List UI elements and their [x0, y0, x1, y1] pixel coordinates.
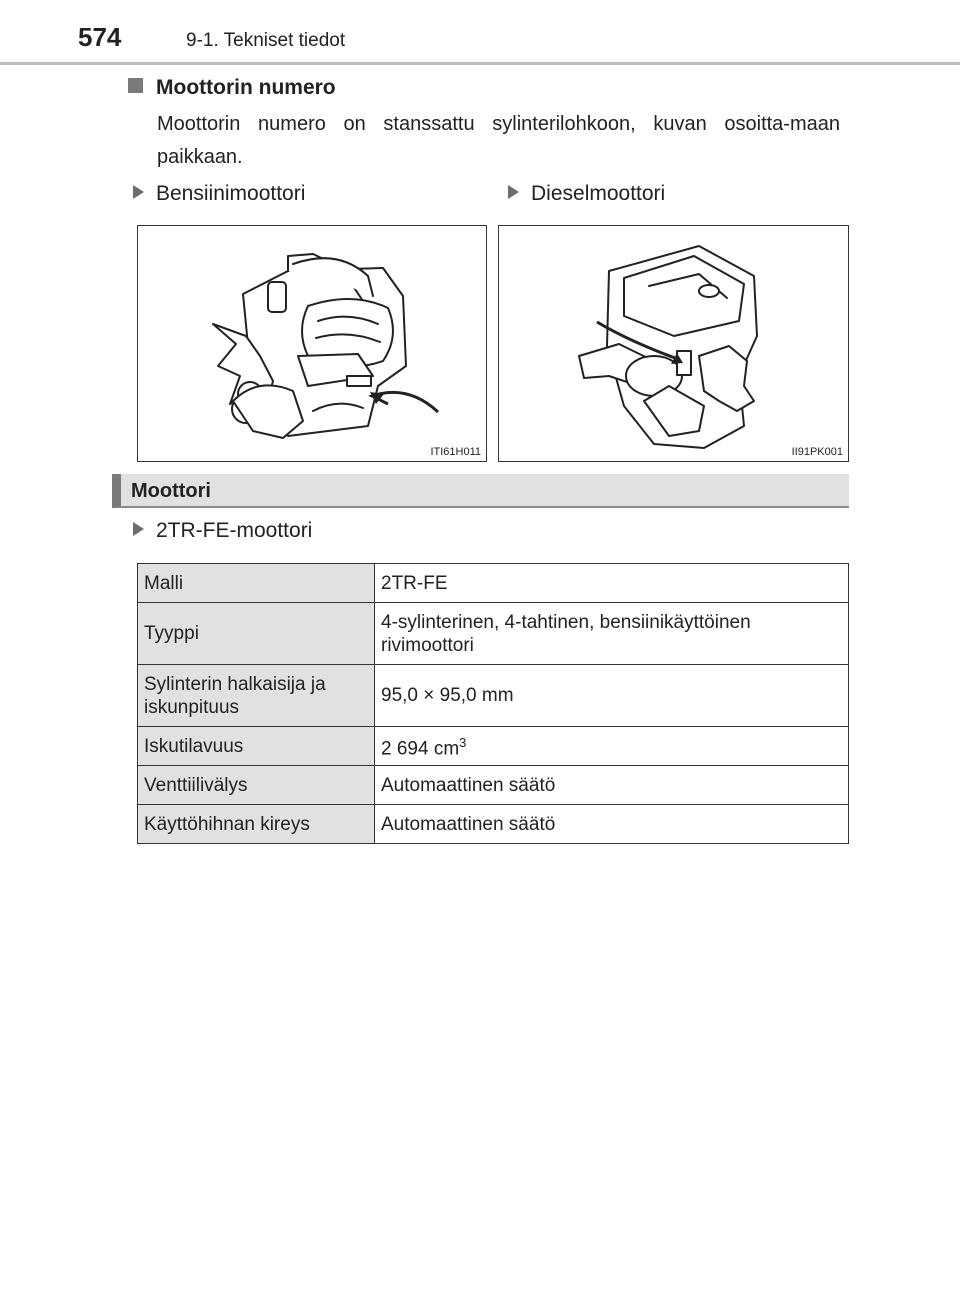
spec-value: 4-sylinterinen, 4-tahtinen, bensiinikäyttöinen rivimoottori — [375, 603, 849, 665]
spec-value: 2TR-FE — [375, 564, 849, 603]
engine-subtitle-text: 2TR-FE-moottori — [156, 519, 313, 542]
engine-section-title: Moottori — [131, 480, 211, 502]
spec-value: Automaattinen säätö — [375, 805, 849, 844]
triangle-bullet-icon — [133, 185, 144, 199]
table-row — [138, 665, 849, 727]
engine-number-heading-text: Moottorin numero — [156, 76, 336, 99]
page-number: 574 — [78, 22, 122, 52]
table-row — [138, 603, 849, 665]
table-row — [138, 805, 849, 844]
triangle-bullet-icon — [508, 185, 519, 199]
spec-label: Sylinterin halkaisija ja iskunpituus — [138, 665, 375, 727]
spec-label: Iskutilavuus — [138, 727, 375, 766]
square-bullet-icon — [128, 78, 143, 93]
diesel-engine-figure — [498, 225, 849, 462]
spec-label: Tyyppi — [138, 603, 375, 665]
petrol-engine-figure — [137, 225, 487, 462]
spec-label: Malli — [138, 564, 375, 603]
petrol-engine-illustration — [138, 226, 488, 463]
petrol-engine-label — [133, 182, 305, 206]
table-row — [138, 727, 849, 766]
header-rule — [0, 62, 960, 65]
diesel-engine-illustration — [499, 226, 850, 463]
diesel-engine-label — [508, 182, 665, 206]
engine-number-paragraph: Moottorin numero on stanssattu sylinterilohkoon, kuvan osoitta-maan paikkaan. — [157, 113, 840, 168]
triangle-bullet-icon — [133, 522, 144, 536]
spec-label: Käyttöhihnan kireys — [138, 805, 375, 844]
table-row — [138, 564, 849, 603]
engine-number-heading — [128, 76, 336, 100]
spec-value: 95,0 × 95,0 mm — [375, 665, 849, 727]
petrol-engine-label-text: Bensiinimoottori — [156, 182, 306, 205]
engine-specs-table — [137, 563, 849, 844]
engine-subtitle — [133, 519, 312, 543]
table-row — [138, 766, 849, 805]
displacement-value: 2 694 cm — [381, 738, 460, 760]
petrol-figure-code: ITI61H011 — [430, 446, 481, 458]
diesel-figure-code: II91PK001 — [791, 446, 843, 458]
spec-value — [375, 727, 849, 766]
engine-section-bar — [112, 474, 849, 508]
displacement-unit-superscript: 3 — [459, 735, 467, 751]
spec-value: Automaattinen säätö — [375, 766, 849, 805]
diesel-engine-label-text: Dieselmoottori — [531, 182, 666, 205]
spec-label: Venttiilivälys — [138, 766, 375, 805]
section-title: 9-1. Tekniset tiedot — [186, 30, 346, 51]
